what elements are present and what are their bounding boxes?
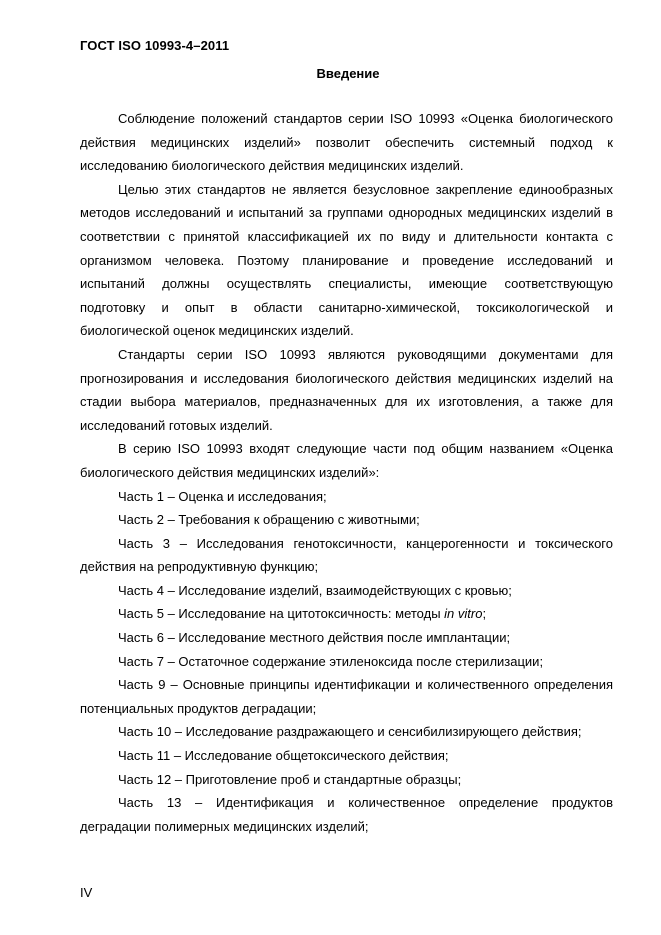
list-item-part-10: Часть 10 – Исследование раздражающего и сенсибилизирующего действия;	[118, 724, 582, 740]
list-item-part-11: Часть 11 – Исследование общетоксического действия;	[118, 748, 449, 764]
list-item-part-2: Часть 2 – Требования к обращению с животными;	[118, 512, 420, 528]
page-number: IV	[80, 885, 93, 900]
paragraph: Стандарты серии ISO 10993 являются руководящими документами для прогнозирования и исследования биологического действия медицинских изделий на стадии выбора материалов, предназначенных для их изготовления, а также для исследований готовых изделий.	[80, 346, 613, 433]
list-item-part-7: Часть 7 – Остаточное содержание этиленоксида после стерилизации;	[118, 653, 544, 669]
paragraph: Целью этих стандартов не является безусловное закрепление единообразных методов исследований и испытаний за группами однородных медицинских изделий в соответствии с принятой классификацией их по виду и длительности контакта с организмом человека. Поэтому планирование и проведение исследований и испытаний должны осуществлять специалисты, имеющие соответствующую подготовку и опыт в области санитарно-химической, токсикологической и биологической оценок медицинских изделий.	[80, 181, 613, 339]
document-code-header: ГОСТ ISO 10993-4–2011	[80, 38, 230, 53]
list-item-part-12: Часть 12 – Приготовление проб и стандартные образцы;	[118, 771, 462, 787]
list-item-part-3: Часть 3 – Исследования генотоксичности, канцерогенности и токсического действия на репродуктивную функцию;	[80, 535, 613, 575]
list-item-part-4: Часть 4 – Исследование изделий, взаимодействующих с кровью;	[118, 582, 512, 598]
part-5-end: ;	[482, 606, 487, 622]
body-text	[80, 107, 613, 838]
part-5-italic-term: in vitro	[444, 606, 483, 622]
paragraph: Соблюдение положений стандартов серии ISO 10993 «Оценка биологического действия медицинских изделий» позволит обеспечить системный подход к исследованию биологического действия медицинских изделий.	[80, 111, 613, 174]
list-item-part-5	[80, 602, 613, 626]
list-item-part-13: Часть 13 – Идентификация и количественное определение продуктов деградации полимерных медицинских изделий;	[80, 795, 613, 834]
paragraph: В серию ISO 10993 входят следующие части под общим названием «Оценка биологического действия медицинских изделий»:	[80, 441, 613, 480]
section-title: Введение	[316, 66, 380, 81]
list-item-part-6: Часть 6 – Исследование местного действия после имплантации;	[118, 630, 511, 646]
list-item-part-9: Часть 9 – Основные принципы идентификации и количественного определения потенциальных продуктов деградации;	[80, 677, 613, 716]
list-item-part-1: Часть 1 – Оценка и исследования;	[118, 488, 327, 504]
part-5-text: Часть 5 – Исследование на цитотоксичность: методы	[118, 606, 445, 622]
